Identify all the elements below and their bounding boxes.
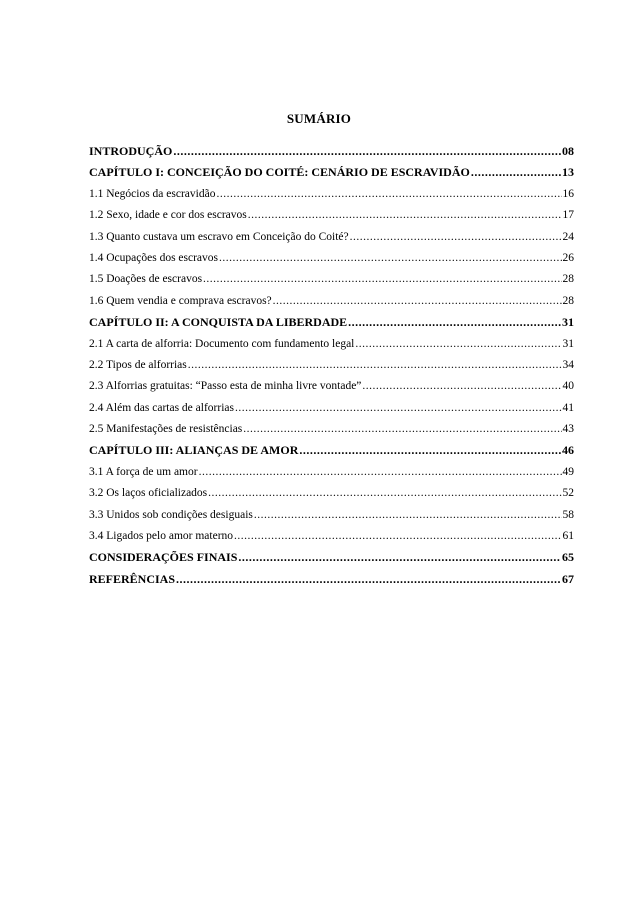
toc-entry-page: 24 [562,230,574,243]
toc-entry [89,269,574,290]
toc-dot-leader [208,483,561,504]
toc-entry-title: 2.5 Manifestações de resistências [89,423,243,436]
toc-entry-title: CAPÍTULO I: CONCEIÇÃO DO COITÉ: CENÁRIO DE ESCRAVIDÃO [89,165,470,180]
toc-entry [89,355,574,376]
toc-entry [89,483,574,504]
toc-dot-leader [203,269,561,290]
toc-dot-leader [362,376,561,397]
toc-dot-leader [219,248,561,269]
toc-entry-title: REFERÊNCIAS [89,571,176,586]
toc-entry-page: 52 [562,487,574,500]
toc-entry-page: 34 [562,358,574,371]
toc-entry [89,462,574,483]
toc-entry-title: 3.2 Os laços oficializados [89,487,208,500]
toc-entry-page: 13 [562,165,574,180]
toc-entry-page: 17 [562,209,574,222]
toc-dot-leader [355,334,561,355]
toc-entry-page: 67 [562,571,574,586]
toc-entry-title: 1.1 Negócios da escravidão [89,187,216,200]
toc-dot-leader [254,505,562,526]
toc-dot-leader [471,162,561,183]
toc-entry [89,141,574,162]
toc-dot-leader [238,547,561,568]
toc-entry [89,419,574,440]
toc-dot-leader [234,526,561,547]
toc-dot-leader [299,440,561,461]
toc-entry-title: 2.1 A carta de alforria: Documento com fundamento legal [89,337,355,350]
toc-dot-leader [243,419,561,440]
toc-entry-title: 2.4 Além das cartas de alforrias [89,401,234,414]
toc-entry-title: 1.3 Quanto custava um escravo em Conceição do Coité? [89,230,349,243]
toc-entry [89,569,574,590]
toc-dot-leader [173,141,561,162]
toc-dot-leader [188,355,562,376]
toc-entry-title: 1.4 Ocupações dos escravos [89,251,219,264]
toc-entry-page: 49 [562,465,574,478]
toc-entry-page: 26 [562,251,574,264]
toc-entry [89,334,574,355]
toc-entry [89,248,574,269]
toc-entry-page: 31 [562,337,574,350]
toc-entry-page: 41 [562,401,574,414]
page-title: SUMÁRIO [286,111,352,126]
toc-entry [89,291,574,312]
toc-entry-title: 1.5 Doações de escravos [89,273,203,286]
toc-entry-title: 3.3 Unidos sob condições desiguais [89,508,253,521]
toc-entry [89,440,574,461]
toc-entry-title: 1.2 Sexo, idade e cor dos escravos [89,209,247,222]
toc-entry-page: 08 [562,144,574,158]
toc-dot-leader [216,184,561,205]
toc-entry [89,547,574,568]
toc-dot-leader [273,291,562,312]
toc-dot-leader [348,312,561,333]
toc-entry-page: 28 [562,273,574,286]
toc-entry-title: 3.1 A força de um amor [89,465,198,478]
toc-entry [89,398,574,419]
toc-entry [89,205,574,226]
toc-entry-page: 46 [562,443,574,458]
toc-entry-page: 31 [562,315,574,330]
toc-dot-leader [350,227,562,248]
toc-entry-page: 58 [562,508,574,521]
toc-entry-title: 3.4 Ligados pelo amor materno [89,530,234,543]
toc-entry [89,505,574,526]
toc-dot-leader [248,205,562,226]
toc-dot-leader [176,569,561,590]
toc-entry-page: 43 [562,423,574,436]
toc-dot-leader [235,398,562,419]
toc-entry-page: 16 [562,187,574,200]
toc-entry-title: 2.2 Tipos de alforrias [89,358,187,371]
toc-entry-title: CONSIDERAÇÕES FINAIS [89,550,238,565]
toc-entry-page: 28 [562,294,574,307]
toc-entry-page: 65 [562,550,574,565]
toc-entry [89,184,574,205]
toc-entry [89,162,574,183]
toc-entry [89,227,574,248]
toc-entry-title: CAPÍTULO II: A CONQUISTA DA LIBERDADE [89,315,348,330]
toc-entry [89,376,574,397]
toc-entry [89,312,574,333]
toc-entry-title: CAPÍTULO III: ALIANÇAS DE AMOR [89,443,299,458]
table-of-contents [89,141,574,590]
toc-entry-title: INTRODUÇÃO [89,144,173,158]
toc-entry-title: 2.3 Alforrias gratuitas: “Passo esta de minha livre vontade” [89,380,362,393]
toc-entry [89,526,574,547]
toc-entry-page: 40 [562,380,574,393]
toc-entry-title: 1.6 Quem vendia e comprava escravos? [89,294,272,307]
toc-dot-leader [199,462,562,483]
toc-entry-page: 61 [562,530,574,543]
